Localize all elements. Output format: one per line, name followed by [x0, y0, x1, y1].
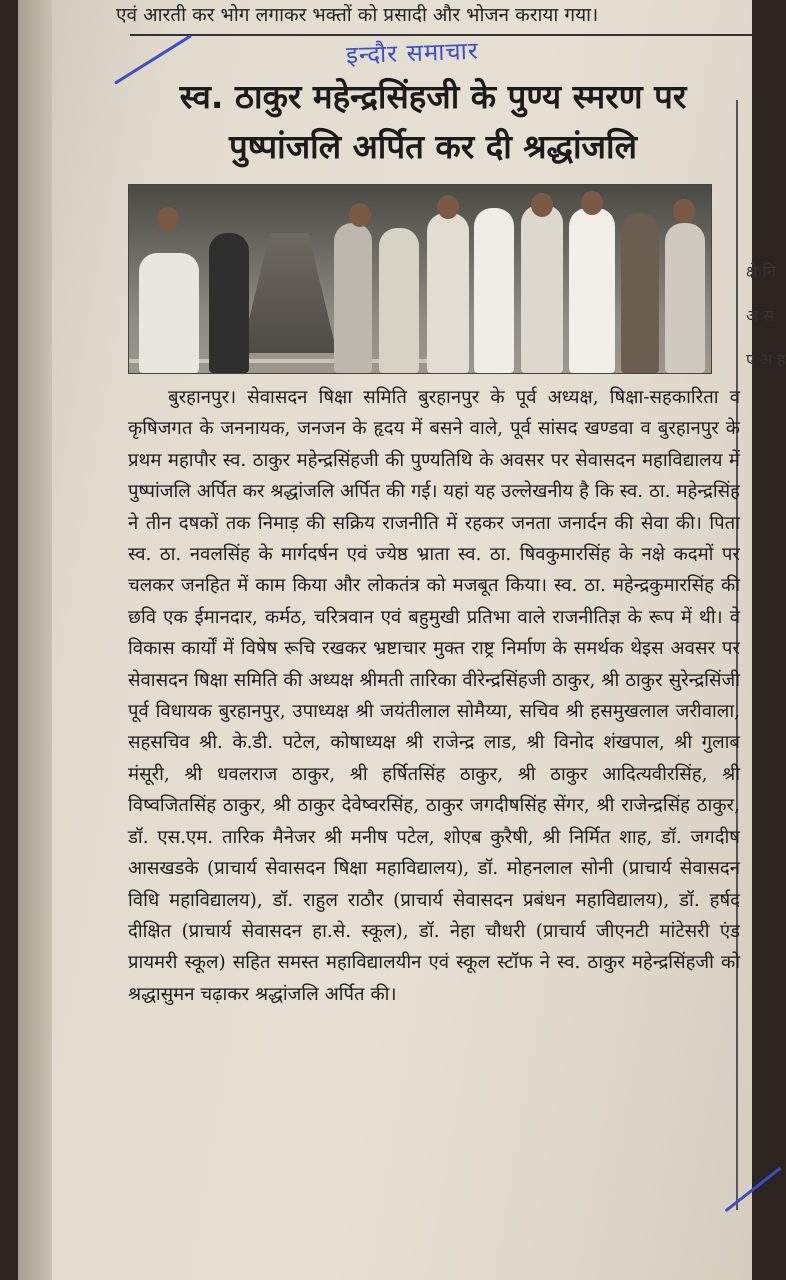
- photo-person: [569, 208, 615, 373]
- photo-person: [379, 228, 419, 373]
- article-headline: स्व. ठाकुर महेन्द्रसिंहजी के पुण्य स्मरण पर पुष्पांजलि अर्पित कर दी श्रद्धांजलि: [179, 77, 687, 166]
- photo-person-head: [581, 191, 603, 215]
- previous-article-last-line: एवं आरती कर भोग लगाकर भक्तों को प्रसादी और भोजन कराया गया।: [116, 4, 599, 26]
- photo-person: [621, 213, 659, 373]
- photo-person-head: [437, 195, 459, 219]
- photo-person-head: [673, 199, 695, 223]
- photo-person-head: [349, 203, 371, 227]
- photo-person: [474, 208, 514, 373]
- photo-person-head: [157, 207, 179, 231]
- photo-person: [334, 223, 372, 373]
- memorial-statue: [241, 233, 337, 353]
- photo-person: [665, 223, 705, 373]
- photo-person: [139, 253, 199, 373]
- article-paragraph: बुरहानपुर। सेवासदन षिक्षा समिति बुरहानपुर के पूर्व अध्यक्ष, षिक्षा-सहकारिता व कृषिजगत के जननायक, जनजन के हृदय में बसने वाले, पूर्व सांसद खण्डवा व बुरहानपुर के प्रथम महापौर स्व. ठाकुर महेन्द्रसिंहजी की पुण्यतिथि के अवसर पर सेवासदन महाविद्यालय में पुष्पांजलि अर्पित कर श्रद्धांजलि अर्पित की गई। यहां यह उल्लेखनीय है कि स्व. ठा. महेन्द्रसिंह ने तीन दषकों तक निमाड़ की सक्रिय राजनीति में रहकर जनता जनार्दन की सेवा की। पिता स्व. ठा. नवलसिंह के मार्गदर्षन एवं ज्येष्ठ भ्राता स्व. ठा. षिवकुमारसिंह के नक्षे कदमों पर चलकर जनहित में काम किया और लोकतंत्र को मजबूत किया। स्व. ठा. महेन्द्रकुमारसिंह की छवि एक ईमानदार, कर्मठ, चरित्रवान एवं बहुमुखी प्रतिभा वाले राजनीतिज्ञ के रूप में थी। वे विकास कार्यों में विषेष रूचि रखकर भ्रष्टाचार मुक्त राष्ट्र निर्माण के समर्थक थेइस अवसर पर सेवासदन षिक्षा समिति की अध्यक्ष श्रीमती तारिका वीरेन्द्रसिंहजी ठाकुर, श्री ठाकुर सुरेन्द्रसिंजी पूर्व विधायक बुरहानपुर, उपाध्यक्ष श्री जयंतीलाल सोमैय्या, सचिव श्री हसमुखलाल जरीवाला, सहसचिव श्री. के.डी. पटेल, कोषाध्यक्ष श्री राजेन्द्र लाड, श्री विनोद शंखपाल, श्री गुलाब मंसूरी, श्री धवलराज ठाकुर, श्री हर्षितसिंह ठाकुर, श्री ठाकुर आदित्यवीरसिंह, श्री विष्वजितसिंह ठाकुर, श्री ठाकुर देवेष्वरसिंह, ठाकुर जगदीषसिंह सेंगर, श्री राजेन्द्रसिंह ठाकुर, डॉ. एस.एम. तारिक मैनेजर श्री मनीष पटेल, शोएब कुरैषी, श्री निर्मित शाह, डॉ. जगदीष आसखडके (प्राचार्य सेवासदन षिक्षा महाविद्यालय), डॉ. मोहनलाल सोनी (प्राचार्य सेवासदन विधि महाविद्यालय), डॉ. राहुल राठौर (प्राचार्य सेवासदन प्रबंधन महाविद्यालय), डॉ. हर्षद दीक्षित (प्राचार्य सेवासदन हा.से. स्कूल), डॉ. नेहा चौधरी (प्राचार्य जीएनटी मांटेसरी एंड प्रायमरी स्कूल) सहित समस्त महाविद्यालयीन एवं स्कूल स्टॉफ ने स्व. ठाकुर महेन्द्रसिंहजी को श्रद्धासुमन चढ़ाकर श्रद्धांजलि अर्पित की।: [128, 387, 740, 1005]
- pen-mark: [724, 1167, 781, 1212]
- newspaper-page: [18, 0, 786, 1280]
- photo-person: [209, 233, 249, 373]
- article-photo: [128, 184, 712, 374]
- photo-person-head: [531, 193, 553, 217]
- photo-person: [521, 205, 563, 373]
- handwritten-note: इन्दौर समाचार: [345, 36, 480, 70]
- article-body: [128, 382, 740, 1010]
- photo-person: [427, 213, 469, 373]
- adjacent-page-edge: [18, 0, 52, 1280]
- adjacent-column-fragment: क्षे नि अ स ए अ ह: [746, 262, 786, 369]
